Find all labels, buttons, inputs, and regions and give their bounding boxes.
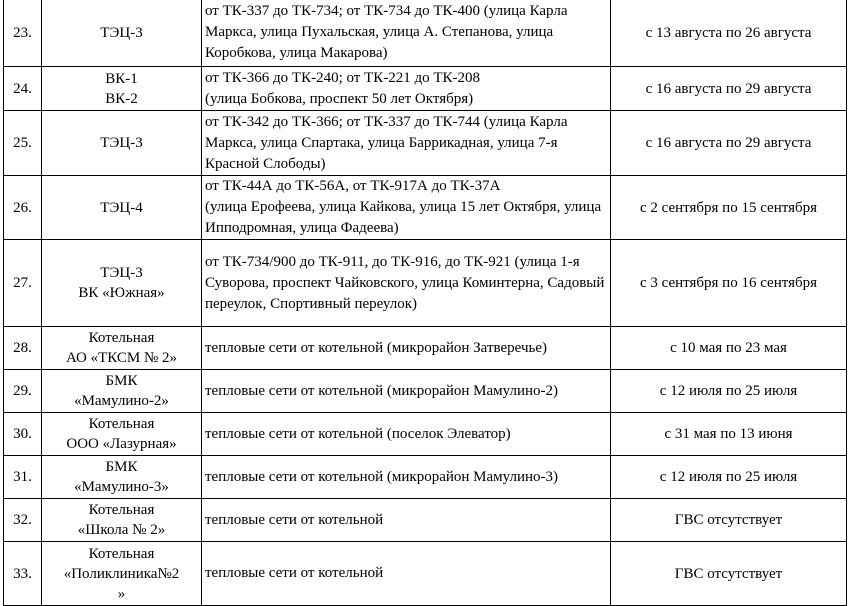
row-number: 30. bbox=[4, 413, 42, 456]
outage-period: с 3 сентября по 16 сентября bbox=[611, 240, 847, 327]
table-row bbox=[4, 542, 847, 606]
outage-period: с 13 августа по 26 августа bbox=[611, 0, 847, 67]
table-row bbox=[4, 456, 847, 499]
table-row bbox=[4, 176, 847, 240]
table-row bbox=[4, 327, 847, 370]
heat-source: Котельная «Школа № 2» bbox=[42, 499, 202, 542]
row-number: 31. bbox=[4, 456, 42, 499]
outage-period: с 12 июля по 25 июля bbox=[611, 456, 847, 499]
network-section: от ТК-44А до ТК-56А, от ТК-917А до ТК-37А (улица Ерофеева, улица Кайкова, улица 15 лет Октября, улица Ипподромная, улица Фадеева) bbox=[202, 176, 611, 240]
table-row bbox=[4, 499, 847, 542]
heat-source: Котельная АО «ТКСМ № 2» bbox=[42, 327, 202, 370]
heat-source: ТЭЦ-4 bbox=[42, 176, 202, 240]
network-section: тепловые сети от котельной (поселок Элеватор) bbox=[202, 413, 611, 456]
network-section: тепловые сети от котельной bbox=[202, 542, 611, 606]
heat-source: Котельная ООО «Лазурная» bbox=[42, 413, 202, 456]
row-number: 29. bbox=[4, 370, 42, 413]
row-number: 24. bbox=[4, 67, 42, 111]
network-section: тепловые сети от котельной (микрорайон Мамулино-3) bbox=[202, 456, 611, 499]
table-row bbox=[4, 240, 847, 327]
outage-period: с 2 сентября по 15 сентября bbox=[611, 176, 847, 240]
outage-period: ГВС отсутствует bbox=[611, 499, 847, 542]
network-section: от ТК-342 до ТК-366; от ТК-337 до ТК-744 (улица Карла Маркса, улица Спартака, улица Баррикадная, улица 7-я Красной Слободы) bbox=[202, 111, 611, 176]
row-number: 28. bbox=[4, 327, 42, 370]
table-row bbox=[4, 111, 847, 176]
heat-source: ТЭЦ-3 bbox=[42, 0, 202, 67]
heat-source: ВК-1 ВК-2 bbox=[42, 67, 202, 111]
row-number: 33. bbox=[4, 542, 42, 606]
heat-source: БМК «Мамулино-2» bbox=[42, 370, 202, 413]
network-section: от ТК-734/900 до ТК-911, до ТК-916, до ТК-921 (улица 1-я Суворова, проспект Чайковского, улица Коминтерна, Садовый переулок, Спортивный переулок) bbox=[202, 240, 611, 327]
heat-source: Котельная «Поликлиника№2 » bbox=[42, 542, 202, 606]
network-section: от ТК-366 до ТК-240; от ТК-221 до ТК-208 (улица Бобкова, проспект 50 лет Октября) bbox=[202, 67, 611, 111]
outage-period: с 31 мая по 13 июня bbox=[611, 413, 847, 456]
row-number: 32. bbox=[4, 499, 42, 542]
network-section: от ТК-337 до ТК-734; от ТК-734 до ТК-400 (улица Карла Маркса, улица Пухальская, улица А. Степанова, улица Коробкова, улица Макарова) bbox=[202, 0, 611, 67]
outage-period: ГВС отсутствует bbox=[611, 542, 847, 606]
outage-period: с 10 мая по 23 мая bbox=[611, 327, 847, 370]
heat-source: ТЭЦ-3 bbox=[42, 111, 202, 176]
outage-period: с 12 июля по 25 июля bbox=[611, 370, 847, 413]
repair-schedule-table bbox=[3, 0, 847, 606]
table-row bbox=[4, 370, 847, 413]
row-number: 25. bbox=[4, 111, 42, 176]
outage-period: с 16 августа по 29 августа bbox=[611, 67, 847, 111]
network-section: тепловые сети от котельной (микрорайон Затверечье) bbox=[202, 327, 611, 370]
heat-source: БМК «Мамулино-3» bbox=[42, 456, 202, 499]
table-row bbox=[4, 413, 847, 456]
row-number: 27. bbox=[4, 240, 42, 327]
table-row bbox=[4, 67, 847, 111]
row-number: 23. bbox=[4, 0, 42, 67]
row-number: 26. bbox=[4, 176, 42, 240]
network-section: тепловые сети от котельной bbox=[202, 499, 611, 542]
outage-period: с 16 августа по 29 августа bbox=[611, 111, 847, 176]
table-row bbox=[4, 0, 847, 67]
network-section: тепловые сети от котельной (микрорайон Мамулино-2) bbox=[202, 370, 611, 413]
heat-source: ТЭЦ-3 ВК «Южная» bbox=[42, 240, 202, 327]
